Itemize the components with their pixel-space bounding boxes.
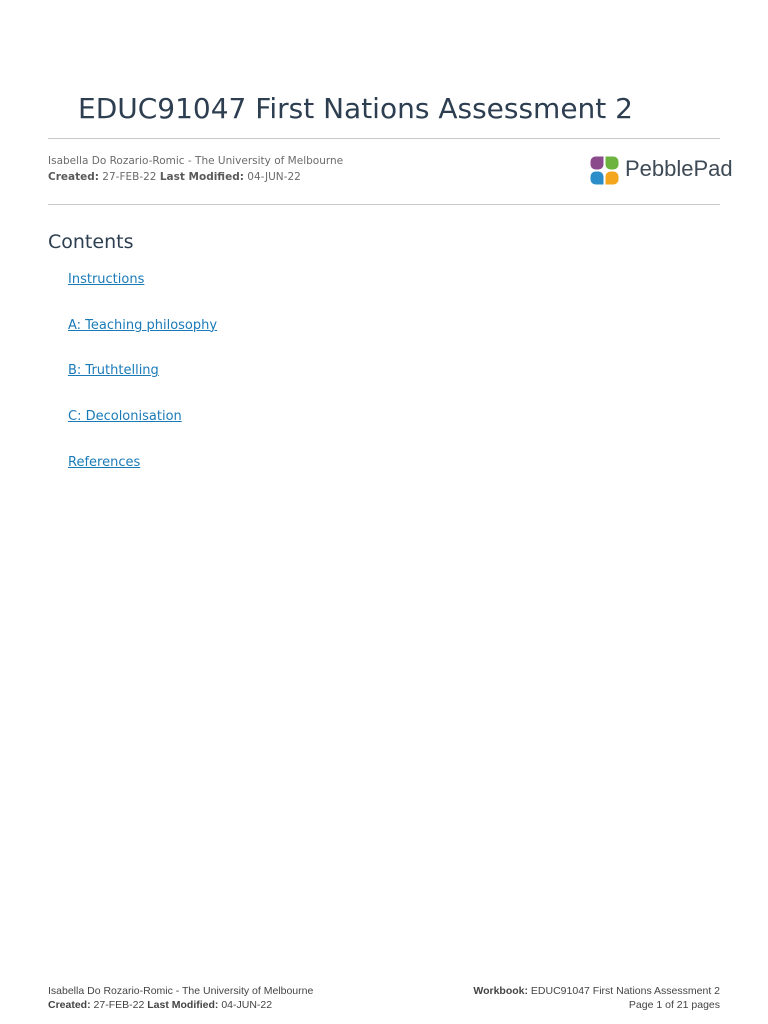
toc-link-teaching-philosophy[interactable]: A: Teaching philosophy (68, 317, 218, 333)
logo-petal-green (606, 157, 619, 170)
footer-modified-label: Last Modified: (147, 999, 219, 1011)
toc-link-instructions[interactable]: Instructions (68, 272, 145, 287)
header-divider (48, 204, 720, 205)
modified-label: Last Modified: (159, 171, 244, 183)
footer-page-info: Page 1 of 21 pages (628, 999, 720, 1011)
logo-wordmark: PebblePad (625, 156, 733, 181)
toc-item (68, 318, 217, 364)
document-meta (48, 153, 343, 185)
footer-workbook-value: EDUC91047 First Nations Assessment 2 (530, 985, 720, 997)
footer-right (473, 984, 720, 1012)
footer-left (48, 984, 313, 1012)
footer-workbook (473, 984, 720, 998)
author-line: Isabella Do Rozario-Romic - The University of Melbourne (48, 155, 344, 167)
created-value: 27-FEB-22 (102, 171, 157, 183)
toc-link-truthtelling[interactable]: B: Truthtelling (68, 363, 159, 379)
toc-link-references[interactable]: References (68, 454, 141, 470)
toc-item (68, 272, 217, 318)
toc-item (68, 409, 217, 455)
logo-petal-blue (591, 172, 604, 185)
logo-petal-purple (591, 157, 604, 170)
footer-created-label: Created: (48, 999, 91, 1011)
footer-author: Isabella Do Rozario-Romic - The University of Melbourne (48, 985, 314, 997)
table-of-contents (68, 272, 217, 500)
created-label: Created: (48, 171, 99, 183)
footer-dates (48, 998, 313, 1012)
logo-petal-orange (606, 172, 619, 185)
modified-value: 04-JUN-22 (247, 171, 301, 183)
footer-created-value: 27-FEB-22 (93, 999, 145, 1011)
toc-link-decolonisation[interactable]: C: Decolonisation (68, 409, 182, 425)
page-title: EDUC91047 First Nations Assessment 2 (78, 92, 633, 125)
footer-modified-value: 04-JUN-22 (221, 999, 273, 1011)
pebblepad-logo-icon (590, 156, 619, 185)
dates-line (48, 169, 343, 185)
contents-heading: Contents (48, 231, 134, 253)
footer-workbook-label: Workbook: (473, 985, 528, 997)
title-divider (48, 138, 720, 139)
toc-item (68, 455, 217, 501)
toc-item (68, 363, 217, 409)
